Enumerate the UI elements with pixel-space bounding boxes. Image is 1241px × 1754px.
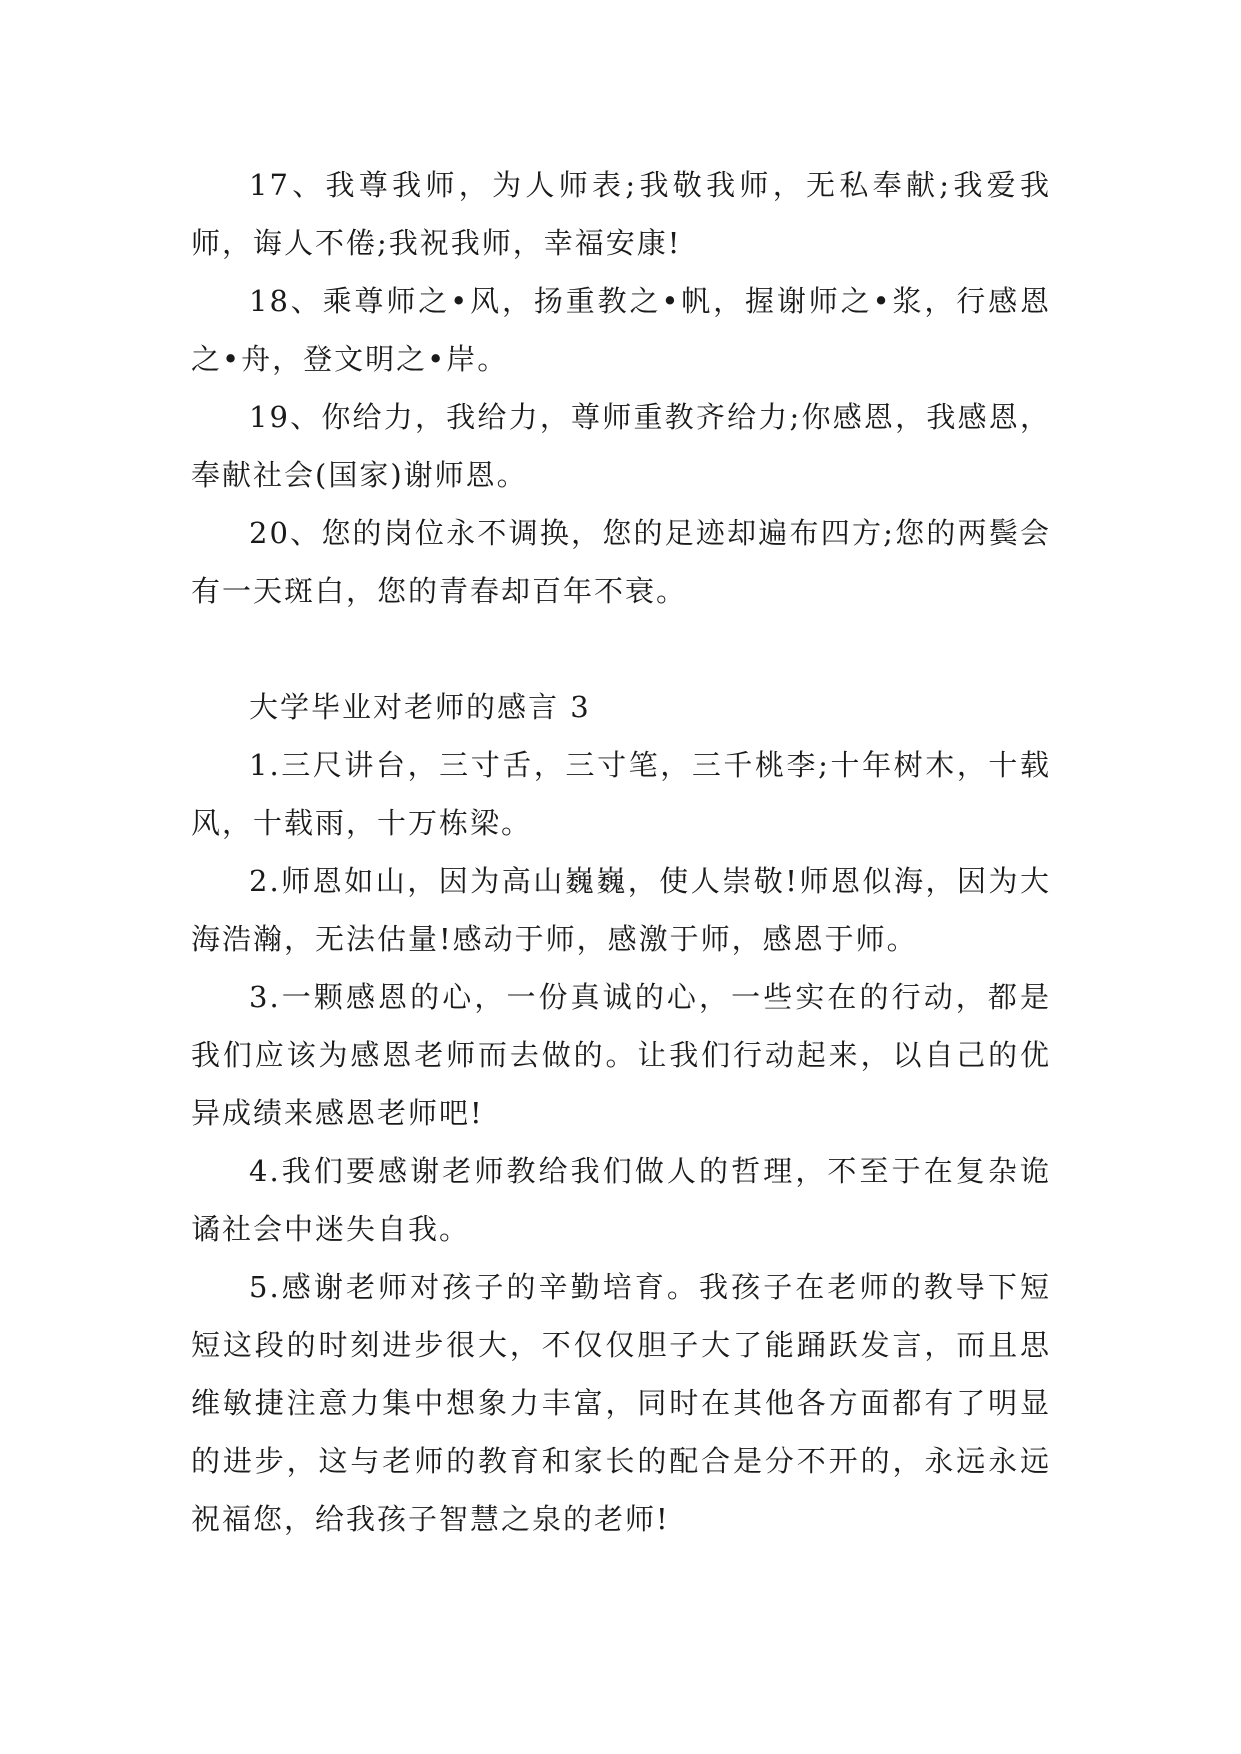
paragraph-19: 19、你给力，我给力，尊师重教齐给力;你感恩，我感恩，奉献社会(国家)谢师恩。 — [191, 400, 1051, 492]
paragraph-18: 18、乘尊师之•风，扬重教之•帆，握谢师之•浆，行感恩之•舟，登文明之•岸。 — [191, 284, 1052, 376]
paragraph-20: 20、您的岗位永不调换，您的足迹却遍布四方;您的两鬓会有一天斑白，您的青春却百年不衰。 — [191, 516, 1051, 608]
section-heading: 大学毕业对老师的感言 3 — [249, 690, 591, 724]
document-body — [191, 156, 1051, 1548]
paragraph-2: 2.师恩如山，因为高山巍巍，使人崇敬!师恩似海，因为大海浩瀚，无法估量!感动于师，感激于师，感恩于师。 — [191, 864, 1051, 956]
paragraph-5: 5.感谢老师对孩子的辛勤培育。我孩子在老师的教导下短短这段的时刻进步很大，不仅仅胆子大了能踊跃发言，而且思维敏捷注意力集中想象力丰富，同时在其他各方面都有了明显的进步，这与老师的教育和家长的配合是分不开的，永远永远祝福您，给我孩子智慧之泉的老师! — [191, 1270, 1051, 1536]
paragraph-4: 4.我们要感谢老师教给我们做人的哲理，不至于在复杂诡谲社会中迷失自我。 — [191, 1154, 1051, 1246]
paragraph-3: 3.一颗感恩的心，一份真诚的心，一些实在的行动，都是我们应该为感恩老师而去做的。让我们行动起来，以自己的优异成绩来感恩老师吧! — [191, 980, 1051, 1130]
paragraph-1: 1.三尺讲台，三寸舌，三寸笔，三千桃李;十年树木，十载风，十载雨，十万栋梁。 — [191, 748, 1051, 840]
paragraph-17: 17、我尊我师，为人师表;我敬我师，无私奉献;我爱我师，诲人不倦;我祝我师，幸福安康! — [191, 168, 1051, 260]
